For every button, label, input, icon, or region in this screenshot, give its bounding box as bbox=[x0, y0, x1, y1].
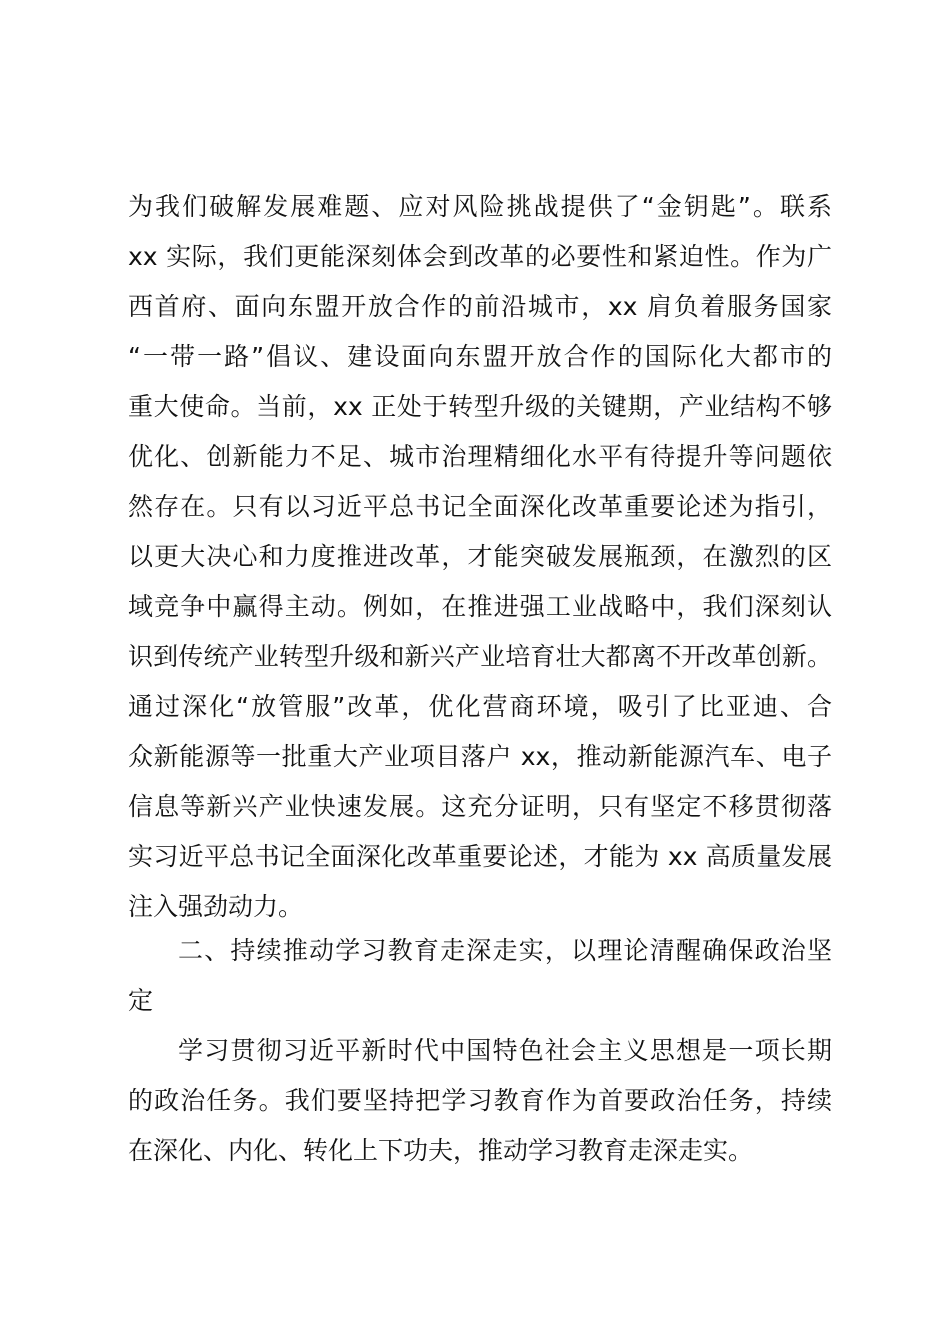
paragraph-line: 的政治任务。我们要坚持把学习教育作为首要政治任务，持续 bbox=[128, 1086, 832, 1115]
paragraph-line: 实习近平总书记全面深化改革重要论述，才能为 xx 高质量发展 bbox=[128, 842, 832, 871]
heading-line: 二、持续推动学习教育走深走实，以理论清醒确保政治坚 bbox=[178, 936, 832, 965]
paragraph-line: 重大使命。当前，xx 正处于转型升级的关键期，产业结构不够 bbox=[128, 392, 832, 421]
section-heading bbox=[128, 926, 832, 1026]
paragraph-line: 优化、创新能力不足、城市治理精细化水平有待提升等问题依 bbox=[128, 442, 832, 471]
paragraph-line: 注入强劲动力。 bbox=[128, 892, 304, 921]
paragraph-line: 信息等新兴产业快速发展。这充分证明，只有坚定不移贯彻落 bbox=[128, 792, 832, 821]
paragraph-line: 众新能源等一批重大产业项目落户 xx，推动新能源汽车、电子 bbox=[128, 742, 832, 771]
paragraph-line: 为我们破解发展难题、应对风险挑战提供了“金钥匙”。联系 bbox=[128, 192, 832, 221]
paragraph-line: 在深化、内化、转化上下功夫，推动学习教育走深走实。 bbox=[128, 1136, 754, 1165]
paragraph-line: 域竞争中赢得主动。例如，在推进强工业战略中，我们深刻认 bbox=[128, 592, 832, 621]
body-paragraph bbox=[128, 182, 832, 932]
paragraph-line: 以更大决心和力度推进改革，才能突破发展瓶颈，在激烈的区 bbox=[128, 542, 832, 571]
paragraph-line: 识到传统产业转型升级和新兴产业培育壮大都离不开改革创新。 bbox=[128, 642, 832, 671]
body-paragraph bbox=[128, 1026, 832, 1176]
paragraph-line: “一带一路”倡议、建设面向东盟开放合作的国际化大都市的 bbox=[128, 342, 832, 371]
paragraph-line: xx 实际，我们更能深刻体会到改革的必要性和紧迫性。作为广 bbox=[128, 242, 832, 271]
heading-line: 定 bbox=[128, 986, 154, 1015]
paragraph-line: 学习贯彻习近平新时代中国特色社会主义思想是一项长期 bbox=[178, 1036, 832, 1065]
paragraph-line: 西首府、面向东盟开放合作的前沿城市，xx 肩负着服务国家 bbox=[128, 292, 832, 321]
paragraph-line: 然存在。只有以习近平总书记全面深化改革重要论述为指引， bbox=[128, 492, 832, 521]
paragraph-line: 通过深化“放管服”改革，优化营商环境，吸引了比亚迪、合 bbox=[128, 692, 832, 721]
